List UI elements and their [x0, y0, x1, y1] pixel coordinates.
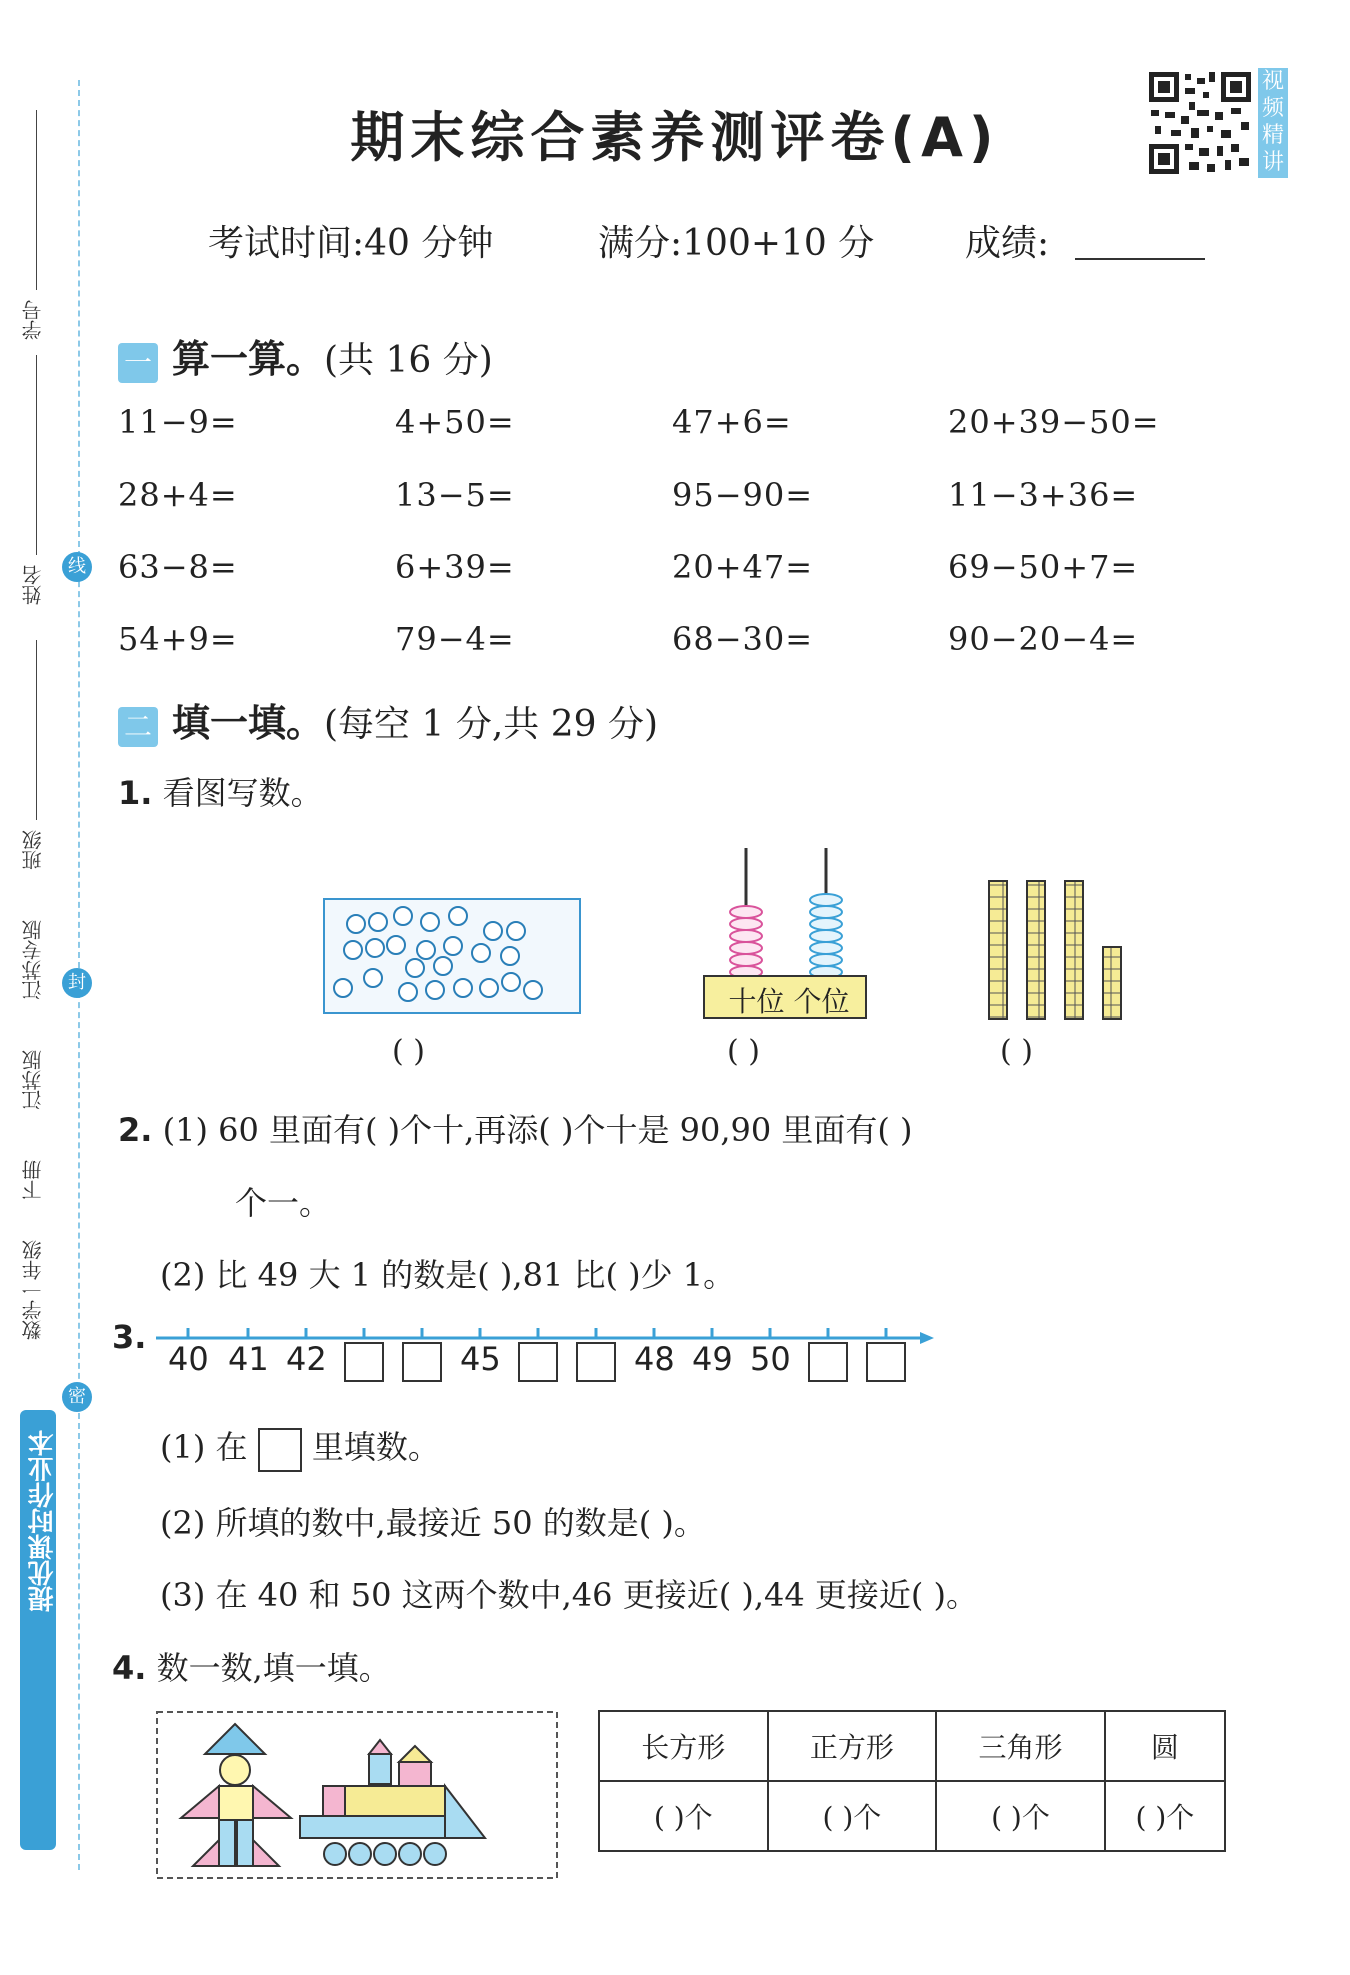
header-circle: 圆: [1105, 1711, 1225, 1781]
count-circle[interactable]: ( )个: [1105, 1781, 1225, 1851]
count-triangle[interactable]: ( )个: [936, 1781, 1105, 1851]
q1-answer-blocks[interactable]: ( ): [1000, 1034, 1033, 1069]
calc-item: 4+50=: [395, 403, 515, 441]
table-header-row: [599, 1711, 1225, 1781]
q2-part1-cont: 个一。: [235, 1184, 332, 1222]
q3-part3: (3) 在 40 和 50 这两个数中,46 更接近( ),44 更接近( )。: [160, 1576, 979, 1614]
calc-item: 69−50+7=: [948, 548, 1139, 586]
q1-answer-abacus[interactable]: ( ): [727, 1034, 760, 1069]
calc-item: 13−5=: [395, 476, 515, 514]
calc-item: 63−8=: [118, 548, 238, 586]
calc-item: 54+9=: [118, 620, 238, 658]
q1-number: 1.: [118, 774, 153, 812]
calc-item: 11−9=: [118, 403, 238, 441]
q3-part1-text: (1) 在: [160, 1428, 248, 1466]
margin-label-edition: 江苏专版: [21, 920, 45, 1000]
q2-line1: [118, 1105, 913, 1151]
number-line-blank[interactable]: [808, 1342, 848, 1382]
margin-rule: [36, 355, 37, 555]
q3-part1-box: [258, 1428, 302, 1472]
margin-label-class: 班级: [21, 830, 45, 870]
q4-number: 4.: [112, 1649, 147, 1687]
number-line-label: 50: [750, 1340, 791, 1378]
number-line-blank[interactable]: [576, 1342, 616, 1382]
qr-label-char: 视: [1261, 69, 1284, 94]
calc-item: 79−4=: [395, 620, 515, 658]
q1-line: [118, 768, 323, 814]
q3-part2: (2) 所填的数中,最接近 50 的数是( )。: [160, 1504, 706, 1542]
q2-part1: (1) 60 里面有( )个十,再添( )个十是 90,90 里面有( ): [162, 1111, 913, 1149]
shapes-picture: [155, 1710, 560, 1882]
number-line-label: 42: [286, 1340, 327, 1378]
calc-item: 20+39−50=: [948, 403, 1160, 441]
margin-rule: [36, 640, 37, 820]
number-line-label: 45: [460, 1340, 501, 1378]
margin-circle-seal: 封: [62, 968, 92, 998]
q3-number-label: 3.: [112, 1318, 147, 1356]
section1-note: (共 16 分): [324, 340, 493, 381]
number-line-blank[interactable]: [344, 1342, 384, 1382]
header-triangle: 三角形: [936, 1711, 1105, 1781]
qr-label-char: 讲: [1261, 150, 1284, 175]
margin-label-name: 姓名: [21, 565, 45, 605]
margin-label-student-id: 学号: [21, 300, 45, 340]
margin-brand: 提优课时作业本: [28, 1430, 58, 1612]
number-line-label: 40: [168, 1340, 209, 1378]
calc-item: 68−30=: [672, 620, 814, 658]
full-score: 满分:100+10 分: [598, 223, 875, 264]
count-square[interactable]: ( )个: [768, 1781, 937, 1851]
section2-title: 填一填。: [172, 701, 325, 745]
qr-label-char: 频: [1261, 96, 1284, 121]
calc-item: 11−3+36=: [948, 476, 1139, 514]
margin-label-edition2: 江苏版: [21, 1050, 45, 1110]
q3-part1-text2: 里填数。: [311, 1428, 440, 1466]
margin-circle-secret: 密: [62, 1382, 92, 1412]
section2-note: (每空 1 分,共 29 分): [324, 704, 659, 745]
margin-label-grade: 数学一年级: [21, 1240, 45, 1340]
shape-count-table: [598, 1710, 1226, 1852]
q1-text: 看图写数。: [162, 774, 323, 812]
q3-number: [112, 1318, 146, 1356]
margin-circle-line: 线: [62, 552, 92, 582]
section1-title: 算一算。: [172, 337, 325, 381]
tens-blocks-picture: [985, 873, 1125, 1023]
abacus-label: 十位 个位: [728, 985, 850, 1018]
section1-heading: [118, 328, 493, 383]
page-title: 期末综合素养测评卷(A): [350, 106, 1000, 169]
count-rectangle[interactable]: ( )个: [599, 1781, 768, 1851]
calc-item: 6+39=: [395, 548, 515, 586]
number-line-label: 48: [634, 1340, 675, 1378]
header-square: 正方形: [768, 1711, 937, 1781]
calc-item: 28+4=: [118, 476, 238, 514]
q1-answer-dots[interactable]: ( ): [392, 1034, 425, 1069]
q4-text: 数一数,填一填。: [156, 1649, 391, 1687]
section2-heading: [118, 692, 658, 747]
qr-label: [1258, 68, 1288, 178]
margin-label-volume: 下册: [21, 1160, 45, 1200]
section2-number: 二: [118, 707, 158, 747]
exam-time: 考试时间:40 分钟: [208, 223, 494, 264]
number-line-blank[interactable]: [518, 1342, 558, 1382]
calc-item: 90−20−4=: [948, 620, 1139, 658]
number-line-label: 41: [228, 1340, 269, 1378]
dots-picture: [323, 898, 583, 1016]
result-label: 成绩:: [965, 223, 1050, 264]
calc-item: 47+6=: [672, 403, 792, 441]
number-line-blank[interactable]: [866, 1342, 906, 1382]
calc-item: 95−90=: [672, 476, 814, 514]
calc-item: 20+47=: [672, 548, 814, 586]
number-line-label: 49: [692, 1340, 733, 1378]
number-line-blank[interactable]: [402, 1342, 442, 1382]
section1-number: 一: [118, 343, 158, 383]
qr-label-char: 精: [1261, 123, 1284, 148]
qr-code-icon[interactable]: [1145, 68, 1255, 178]
q2-part2: (2) 比 49 大 1 的数是( ),81 比( )少 1。: [160, 1256, 736, 1294]
q2-number: 2.: [118, 1111, 153, 1149]
table-row: [599, 1781, 1225, 1851]
q4-line: [112, 1643, 391, 1689]
q3-part1: [160, 1422, 440, 1472]
header-rectangle: 长方形: [599, 1711, 768, 1781]
result-field[interactable]: [1075, 258, 1205, 260]
